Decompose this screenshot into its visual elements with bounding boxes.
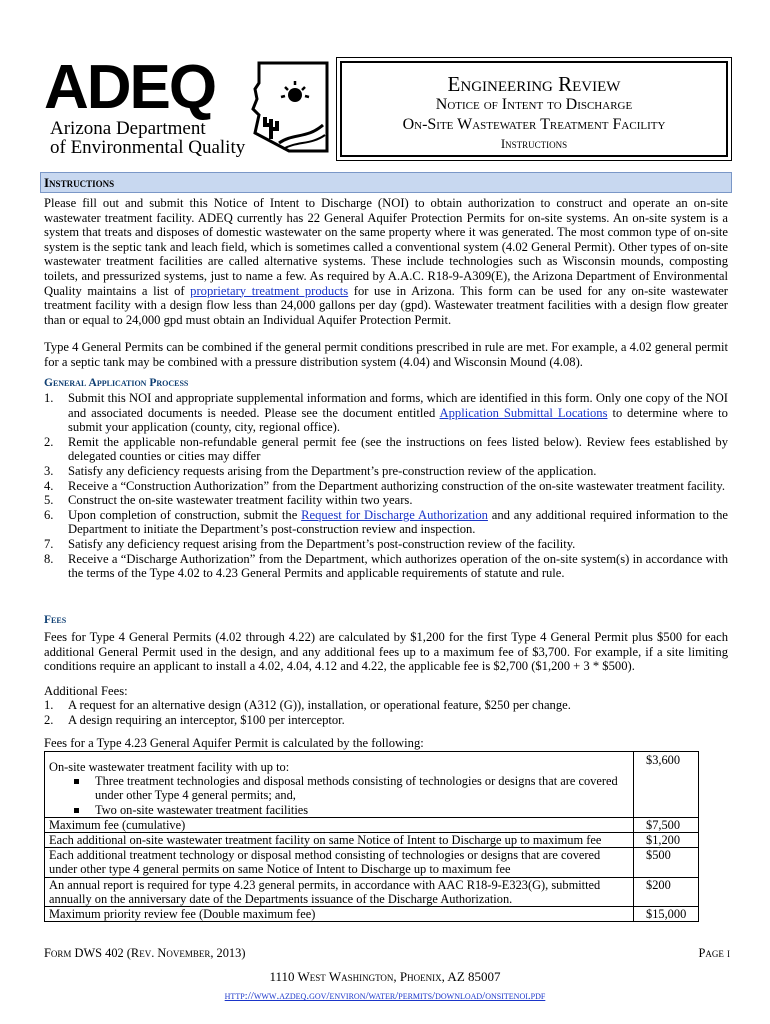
list-item [44, 698, 728, 713]
table-cell-amount: $200 [634, 877, 699, 906]
table-cell-amount: $1,200 [634, 833, 699, 848]
table-row [45, 833, 699, 848]
list-item-number: 8. [44, 551, 54, 566]
list-item-text: Satisfy any deficiency request arising from the Department’s post-construction review of the facility. [68, 536, 576, 551]
process-list [44, 391, 728, 581]
instructions-text-b: for use in Arizona. This form can be used for any on-site wastewater treatment facility with a design flow less than 24,000 gallons per day (gpd). Wastewater treatment facilities with a design flow greater than or equal to 24,000 gpd must obtain an Individual Aquifer Protection Permit. [44, 283, 728, 327]
list-item-text: Construct the on-site wastewater treatment facility within two years. [68, 493, 413, 508]
footer-url-link[interactable]: http://www.azdeq.gov/environ/water/permits/download/onsitenoi.pdf [224, 990, 546, 1002]
instructions-section-header: Instructions [40, 172, 732, 193]
table-cell-amount: $7,500 [634, 817, 699, 832]
list-item-text: and any additional required information to the Department to initiate the Department’s post-construction review and inspection. [68, 507, 728, 537]
table-cell-description: An annual report is required for type 4.23 general permits, in accordance with AAC R18-9-E323(G), submitted annually on the anniversary date of the Departments issuance of the Discharge Authorization. [45, 877, 634, 906]
list-item [44, 552, 728, 581]
list-item: Three treatment technologies and disposal methods consisting of technologies or designs that are covered under other Type 4 general permits; and, [95, 774, 629, 802]
form-id: Form DWS 402 (Rev. November, 2013) [44, 946, 246, 960]
arizona-map-icon [249, 59, 331, 155]
list-item-text: Receive a “Construction Authorization” from the Department authorizing construction of the on-site wastewater treatment facility. [68, 478, 725, 493]
list-item [44, 713, 728, 728]
list-item [44, 537, 728, 552]
list-item-number: 1. [44, 698, 54, 712]
list-item-text: Upon completion of construction, submit the [68, 507, 302, 522]
table-row [45, 752, 699, 818]
list-item-text: Remit the applicable non-refundable general permit fee (see the instructions on fees listed below). Review fees established by delegated counties or cities may differ [68, 434, 728, 464]
fees-paragraph: Fees for Type 4 General Permits (4.02 through 4.22) are calculated by $1,200 for the first Type 4 General Permit plus $500 for each additional General Permit used in the design, and any additional fees up to a maximum fee of $3,700. For example, if a site limiting conditions require an applicant to install a 4.02, 4.04, 4.12 and 4.22, the applicable fee is $2,700 ($1,200 + 3 * $500). [44, 630, 728, 674]
proprietary-products-link[interactable]: proprietary treatment products [190, 283, 349, 298]
form-subtitle-3: Instructions [500, 136, 568, 151]
list-item-text: A design requiring an interceptor, $100 per interceptor. [68, 712, 345, 727]
list-item: Two on-site wastewater treatment facilities [95, 803, 629, 817]
logo-line-2: of Environmental Quality [50, 137, 246, 158]
list-item-text: Submit this NOI and appropriate supplemental information and forms, which are identified in this form. Only one copy of the NOI and associated documents is needed. Please see the document entitled [68, 391, 728, 420]
table-cell-description: Maximum fee (cumulative) [45, 817, 634, 832]
table-cell-description: Maximum priority review fee (Double maximum fee) [45, 907, 634, 922]
list-item-number: 2. [44, 434, 54, 449]
list-item [44, 508, 728, 537]
logo-line-1: Arizona Department [50, 118, 206, 139]
fees-heading: Fees [44, 614, 67, 626]
adeq-logo [44, 53, 334, 158]
list-item-number: 5. [44, 493, 54, 508]
footer-address: 1110 West Washington, Phoenix, AZ 85007 [269, 969, 501, 984]
form-subtitle-2: On-Site Wastewater Treatment Facility [402, 116, 666, 133]
additional-fees-list [44, 698, 728, 727]
form-title: Engineering Review [447, 72, 621, 96]
instructions-paragraph-1 [44, 196, 728, 327]
table-row [45, 848, 699, 877]
list-item [44, 479, 728, 494]
list-item [44, 391, 728, 435]
table-cell-description [45, 752, 634, 818]
table-cell-description: Each additional on-site wastewater treatment facility on same Notice of Intent to Discharge up to maximum fee [45, 833, 634, 848]
document-link[interactable]: Request for Discharge Authorization [301, 507, 488, 522]
fee-table [44, 751, 699, 922]
list-item-number: 2. [44, 712, 54, 727]
list-item [44, 435, 728, 464]
process-heading: General Application Process [44, 377, 189, 389]
logo-wordmark: ADEQ [44, 53, 216, 122]
list-item [44, 464, 728, 479]
document-link[interactable]: Application Submittal Locations [439, 405, 608, 420]
list-item-number: 3. [44, 463, 54, 478]
table-cell-description: Each additional treatment technology or disposal method consisting of technologies or designs that are covered under other type 4 general permits on same Notice of Intent to Discharge up to maximum fee [45, 848, 634, 877]
list-item-number: 6. [44, 507, 54, 522]
table-cell-amount: $500 [634, 848, 699, 877]
list-item-number: 1. [44, 391, 54, 405]
list-item-number: 4. [44, 478, 54, 493]
table-row-lead: On-site wastewater treatment facility with up to: [49, 760, 290, 774]
table-row [45, 817, 699, 832]
list-item-text: Satisfy any deficiency requests arising from the Department’s pre-construction review of the application. [68, 463, 597, 478]
table-row [45, 907, 699, 922]
additional-fees-label: Additional Fees: [44, 684, 128, 698]
instructions-paragraph-2: Type 4 General Permits can be combined if the general permit conditions prescribed in rule are met. For example, a 4.02 general permit for a septic tank may be combined with a pressure distribution system (4.04) and Wisconsin Mound (4.08). [44, 340, 728, 369]
table-cell-amount: $15,000 [634, 907, 699, 922]
table-cell-amount: $3,600 [634, 752, 699, 818]
list-item-text: Receive a “Discharge Authorization” from the Department, which authorizes operation of the on-site system(s) in accordance with the terms of the Type 4.02 to 4.23 General Permits and applicable requirements of statute and rule. [68, 551, 728, 581]
form-subtitle-1: Notice of Intent to Discharge [435, 96, 633, 113]
table-intro: Fees for a Type 4.23 General Aquifer Permit is calculated by the following: [44, 736, 424, 750]
list-item-text: A request for an alternative design (A312 (G)), installation, or operational feature, $250 per change. [68, 698, 571, 712]
instructions-text-a: Please fill out and submit this Notice of Intent to Discharge (NOI) to obtain authorization to construct and operate an on-site wastewater treatment facility. ADEQ currently has 22 General Aquifer Protection Permits for on-site systems. An on-site system is a system that treats and disposes of domestic wastewater on the same property where it was generated. The most common type of on-site system is the septic tank and leach field, which is sometimes called a conventional system (4.02 General Permit). Other types of on-site wastewater treatment facilities are called alternative systems. These include technologies such as Wisconsin mounds, composting toilets, and pressurized systems, just to name a few. As required by A.A.C. R18-9-A309(E), the Arizona Department of Environmental Quality maintains a list of [44, 196, 728, 298]
list-item-number: 7. [44, 536, 54, 551]
table-row [45, 877, 699, 906]
form-title-box [336, 57, 732, 161]
table-bullet-list [49, 774, 629, 817]
page-number: Page i [698, 946, 730, 960]
list-item [44, 493, 728, 508]
list-item-text: to determine where to submit your application (county, city, regional office). [68, 405, 728, 435]
